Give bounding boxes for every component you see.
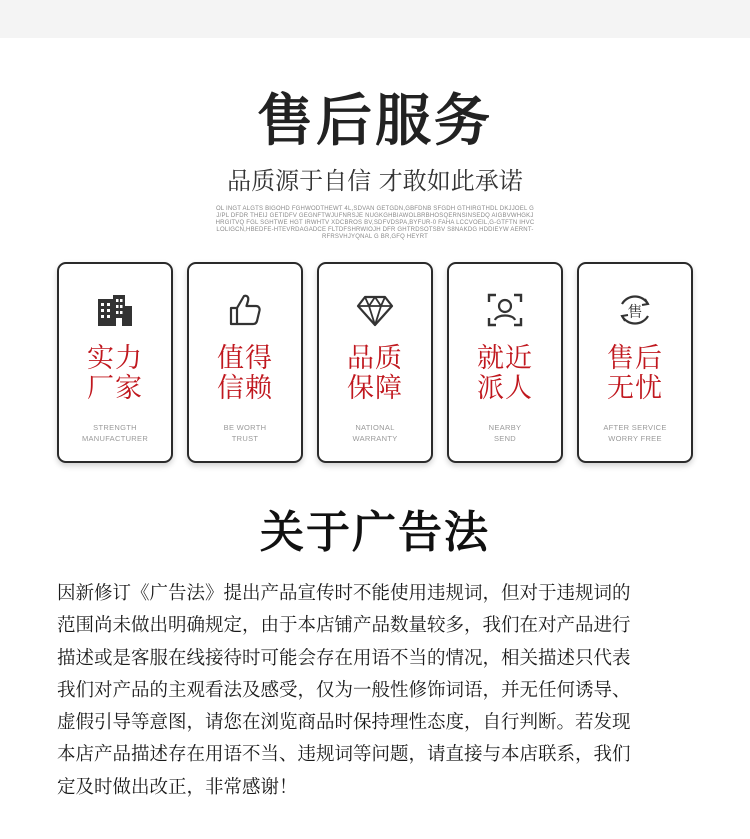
card-title-line2: 厂家 xyxy=(87,373,143,404)
card-subtitle-line2: TRUST xyxy=(231,434,259,443)
page-subtitle: 品质源于自信 才敢如此承诺 xyxy=(227,167,523,195)
card-strength-manufacturer xyxy=(57,262,173,463)
paragraph-line: 虚假引导等意图，请您在浏览商品时保持理性态度，自行判断。若发现 xyxy=(57,712,631,734)
top-bar xyxy=(0,0,750,38)
card-title-line1: 值得 xyxy=(217,343,273,374)
card-after-service-worry-free xyxy=(577,262,693,463)
diamond-icon xyxy=(355,290,395,330)
face-scan-icon xyxy=(485,290,525,330)
paragraph-line: 定及时做出改正，非常感谢！ xyxy=(57,776,298,798)
card-title-line2: 保障 xyxy=(347,373,403,404)
card-nearby-send xyxy=(447,262,563,463)
card-title-line1: 品质 xyxy=(347,343,403,374)
paragraph-line: 本店产品描述存在用语不当、违规词等问题，请直接与本店联系，我们 xyxy=(57,744,631,766)
card-title-line1: 售后 xyxy=(607,343,663,374)
decorative-fineprint: OL INGT ALGTS BIGOHD FGHWODTHEWT 4L,SDVAN GETGDN,GBFDNB SFGDH GTHIRGTHDL DKJJOEL GJ/PL DFDR THEIJ GETIDFV GEGNFTWJUFNRSJE NUGKGHBIAWOLBRBHOSQERNSINSEDQ AIGBVWHGKJHRGITVQ FGL SGHTWE HGT IRWHTV XDCBROS BV,SDFVDSPA,BYFUR-0 FAHA LCCVOEIL,G-GTFTN IHVC LOLIGCN,HBEDFE-HTEVRDAGADCE FLTDFSHRWIOJH DFR GHTRDSOTSBV S8NAKDG HDDIEYW AERNT-RFRSVHJYQNAL G BR,GFQ HEYRT xyxy=(215,206,535,240)
ad-law-paragraph xyxy=(57,578,707,804)
card-subtitle-line1: NATIONAL xyxy=(355,423,395,432)
page-title: 售后服务 xyxy=(257,89,493,154)
card-subtitle-line1: STRENGTH xyxy=(93,423,137,432)
card-subtitle-line1: AFTER SERVICE xyxy=(603,423,667,432)
card-subtitle-line2: MANUFACTURER xyxy=(81,434,149,443)
paragraph-line: 范围尚未做出明确规定，由于本店铺产品数量较多，我们在对产品进行 xyxy=(57,615,631,637)
card-national-warranty xyxy=(317,262,433,463)
paragraph-line: 描述或是客服在线接待时可能会存在用语不当的情况，相关描述只代表 xyxy=(57,647,631,669)
card-subtitle-line1: BE WORTH xyxy=(223,423,267,432)
card-subtitle-line2: WORRY FREE xyxy=(608,434,662,443)
card-be-worth-trust xyxy=(187,262,303,463)
card-title-line2: 派人 xyxy=(477,373,533,404)
service-cards xyxy=(57,262,697,462)
thumbs-up-icon xyxy=(225,290,265,330)
card-title-line1: 就近 xyxy=(477,343,533,374)
card-title-line1: 实力 xyxy=(87,343,143,374)
paragraph-line: 因新修订《广告法》提出产品宣传时不能使用违规词，但对于违规词的 xyxy=(57,583,631,604)
badge-char: 售 xyxy=(627,302,643,321)
paragraph-line: 我们对产品的主观看法及感受，仅为一般性修饰词语，并无任何诱导、 xyxy=(57,679,631,701)
card-subtitle-line2: WARRANTY xyxy=(352,434,398,443)
card-subtitle-line1: NEARBY xyxy=(488,423,522,432)
ad-law-title: 关于广告法 xyxy=(260,507,490,558)
building-icon xyxy=(95,290,135,330)
after-sale-badge-icon xyxy=(615,290,655,330)
card-title-line2: 无忧 xyxy=(607,373,663,404)
card-subtitle-line2: SEND xyxy=(493,434,517,443)
card-title-line2: 信赖 xyxy=(217,373,273,404)
